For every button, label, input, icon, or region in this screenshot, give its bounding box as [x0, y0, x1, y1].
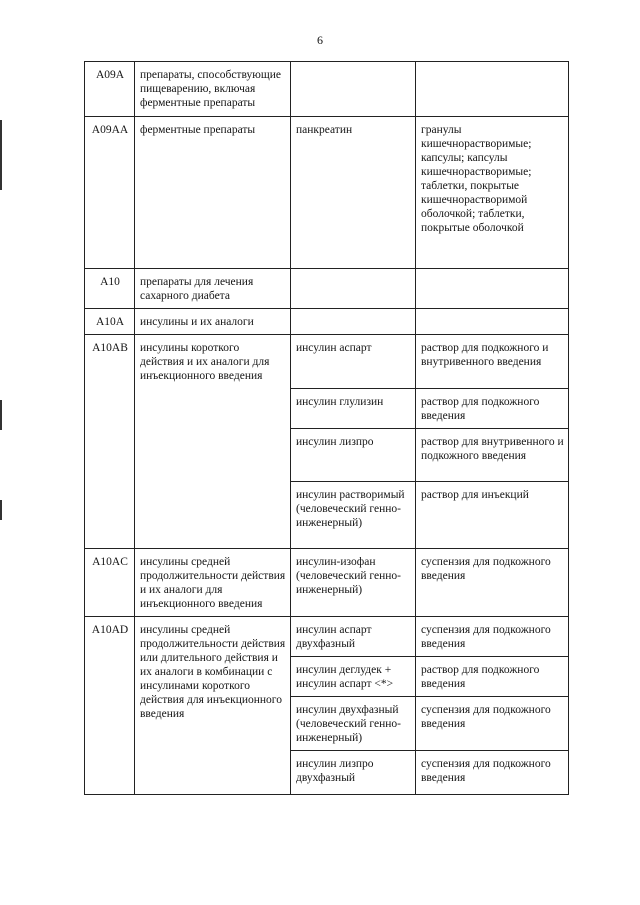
- scan-mark: [0, 400, 2, 430]
- atc-code-cell: A10A: [85, 309, 135, 335]
- scan-mark: [0, 120, 2, 190]
- group-name-cell: инсулины средней продолжительности действия и их аналоги для инъекционного введения: [135, 549, 291, 617]
- drug-name-cell: панкреатин: [291, 117, 416, 269]
- dosage-form-cell: суспензия для подкожного введения: [416, 617, 569, 657]
- dosage-form-cell: [416, 309, 569, 335]
- table-row: [85, 62, 569, 117]
- dosage-form-cell: раствор для подкожного введения: [416, 389, 569, 429]
- atc-code-cell: A10AB: [85, 335, 135, 549]
- table-row: [85, 549, 569, 617]
- dosage-form-cell: [416, 62, 569, 117]
- dosage-form-cell: гранулы кишечнорастворимые; капсулы; капсулы кишечнорастворимые; таблетки, покрытые кишечнорастворимой оболочкой; таблетки, покрытые оболочкой: [416, 117, 569, 269]
- drug-table: [84, 61, 569, 795]
- dosage-form-cell: [416, 269, 569, 309]
- drug-name-cell: инсулин-изофан (человеческий генно-инженерный): [291, 549, 416, 617]
- atc-code-cell: A09AA: [85, 117, 135, 269]
- group-name-cell: инсулины средней продолжительности действия или длительного действия и их аналоги в комбинации с инсулинами короткого действия для инъекционного введения: [135, 617, 291, 795]
- drug-name-cell: [291, 269, 416, 309]
- atc-code-cell: A10: [85, 269, 135, 309]
- scan-mark: [0, 500, 2, 520]
- drug-name-cell: инсулин двухфазный (человеческий генно-инженерный): [291, 697, 416, 751]
- drug-name-cell: [291, 62, 416, 117]
- dosage-form-cell: раствор для инъекций: [416, 482, 569, 549]
- group-name-cell: препараты, способствующие пищеварению, включая ферментные препараты: [135, 62, 291, 117]
- drug-name-cell: инсулин глулизин: [291, 389, 416, 429]
- drug-name-cell: инсулин деглудек + инсулин аспарт <*>: [291, 657, 416, 697]
- drug-name-cell: [291, 309, 416, 335]
- table-row: [85, 269, 569, 309]
- drug-name-cell: инсулин растворимый (человеческий генно-инженерный): [291, 482, 416, 549]
- table-row: [85, 117, 569, 269]
- dosage-form-cell: раствор для подкожного и внутривенного введения: [416, 335, 569, 389]
- atc-code-cell: A10AD: [85, 617, 135, 795]
- drug-name-cell: инсулин лизпро: [291, 429, 416, 482]
- drug-name-cell: инсулин аспарт двухфазный: [291, 617, 416, 657]
- page-number: 6: [317, 33, 323, 47]
- table-row: [85, 309, 569, 335]
- group-name-cell: ферментные препараты: [135, 117, 291, 269]
- group-name-cell: препараты для лечения сахарного диабета: [135, 269, 291, 309]
- drug-name-cell: инсулин лизпро двухфазный: [291, 751, 416, 795]
- table-row: [85, 617, 569, 657]
- table-row: [85, 335, 569, 389]
- drug-name-cell: инсулин аспарт: [291, 335, 416, 389]
- dosage-form-cell: суспензия для подкожного введения: [416, 549, 569, 617]
- atc-code-cell: A10AC: [85, 549, 135, 617]
- group-name-cell: инсулины и их аналоги: [135, 309, 291, 335]
- atc-code-cell: A09A: [85, 62, 135, 117]
- dosage-form-cell: раствор для подкожного введения: [416, 657, 569, 697]
- dosage-form-cell: суспензия для подкожного введения: [416, 751, 569, 795]
- dosage-form-cell: раствор для внутривенного и подкожного введения: [416, 429, 569, 482]
- table-body: [85, 62, 569, 795]
- dosage-form-cell: суспензия для подкожного введения: [416, 697, 569, 751]
- group-name-cell: инсулины короткого действия и их аналоги для инъекционного введения: [135, 335, 291, 549]
